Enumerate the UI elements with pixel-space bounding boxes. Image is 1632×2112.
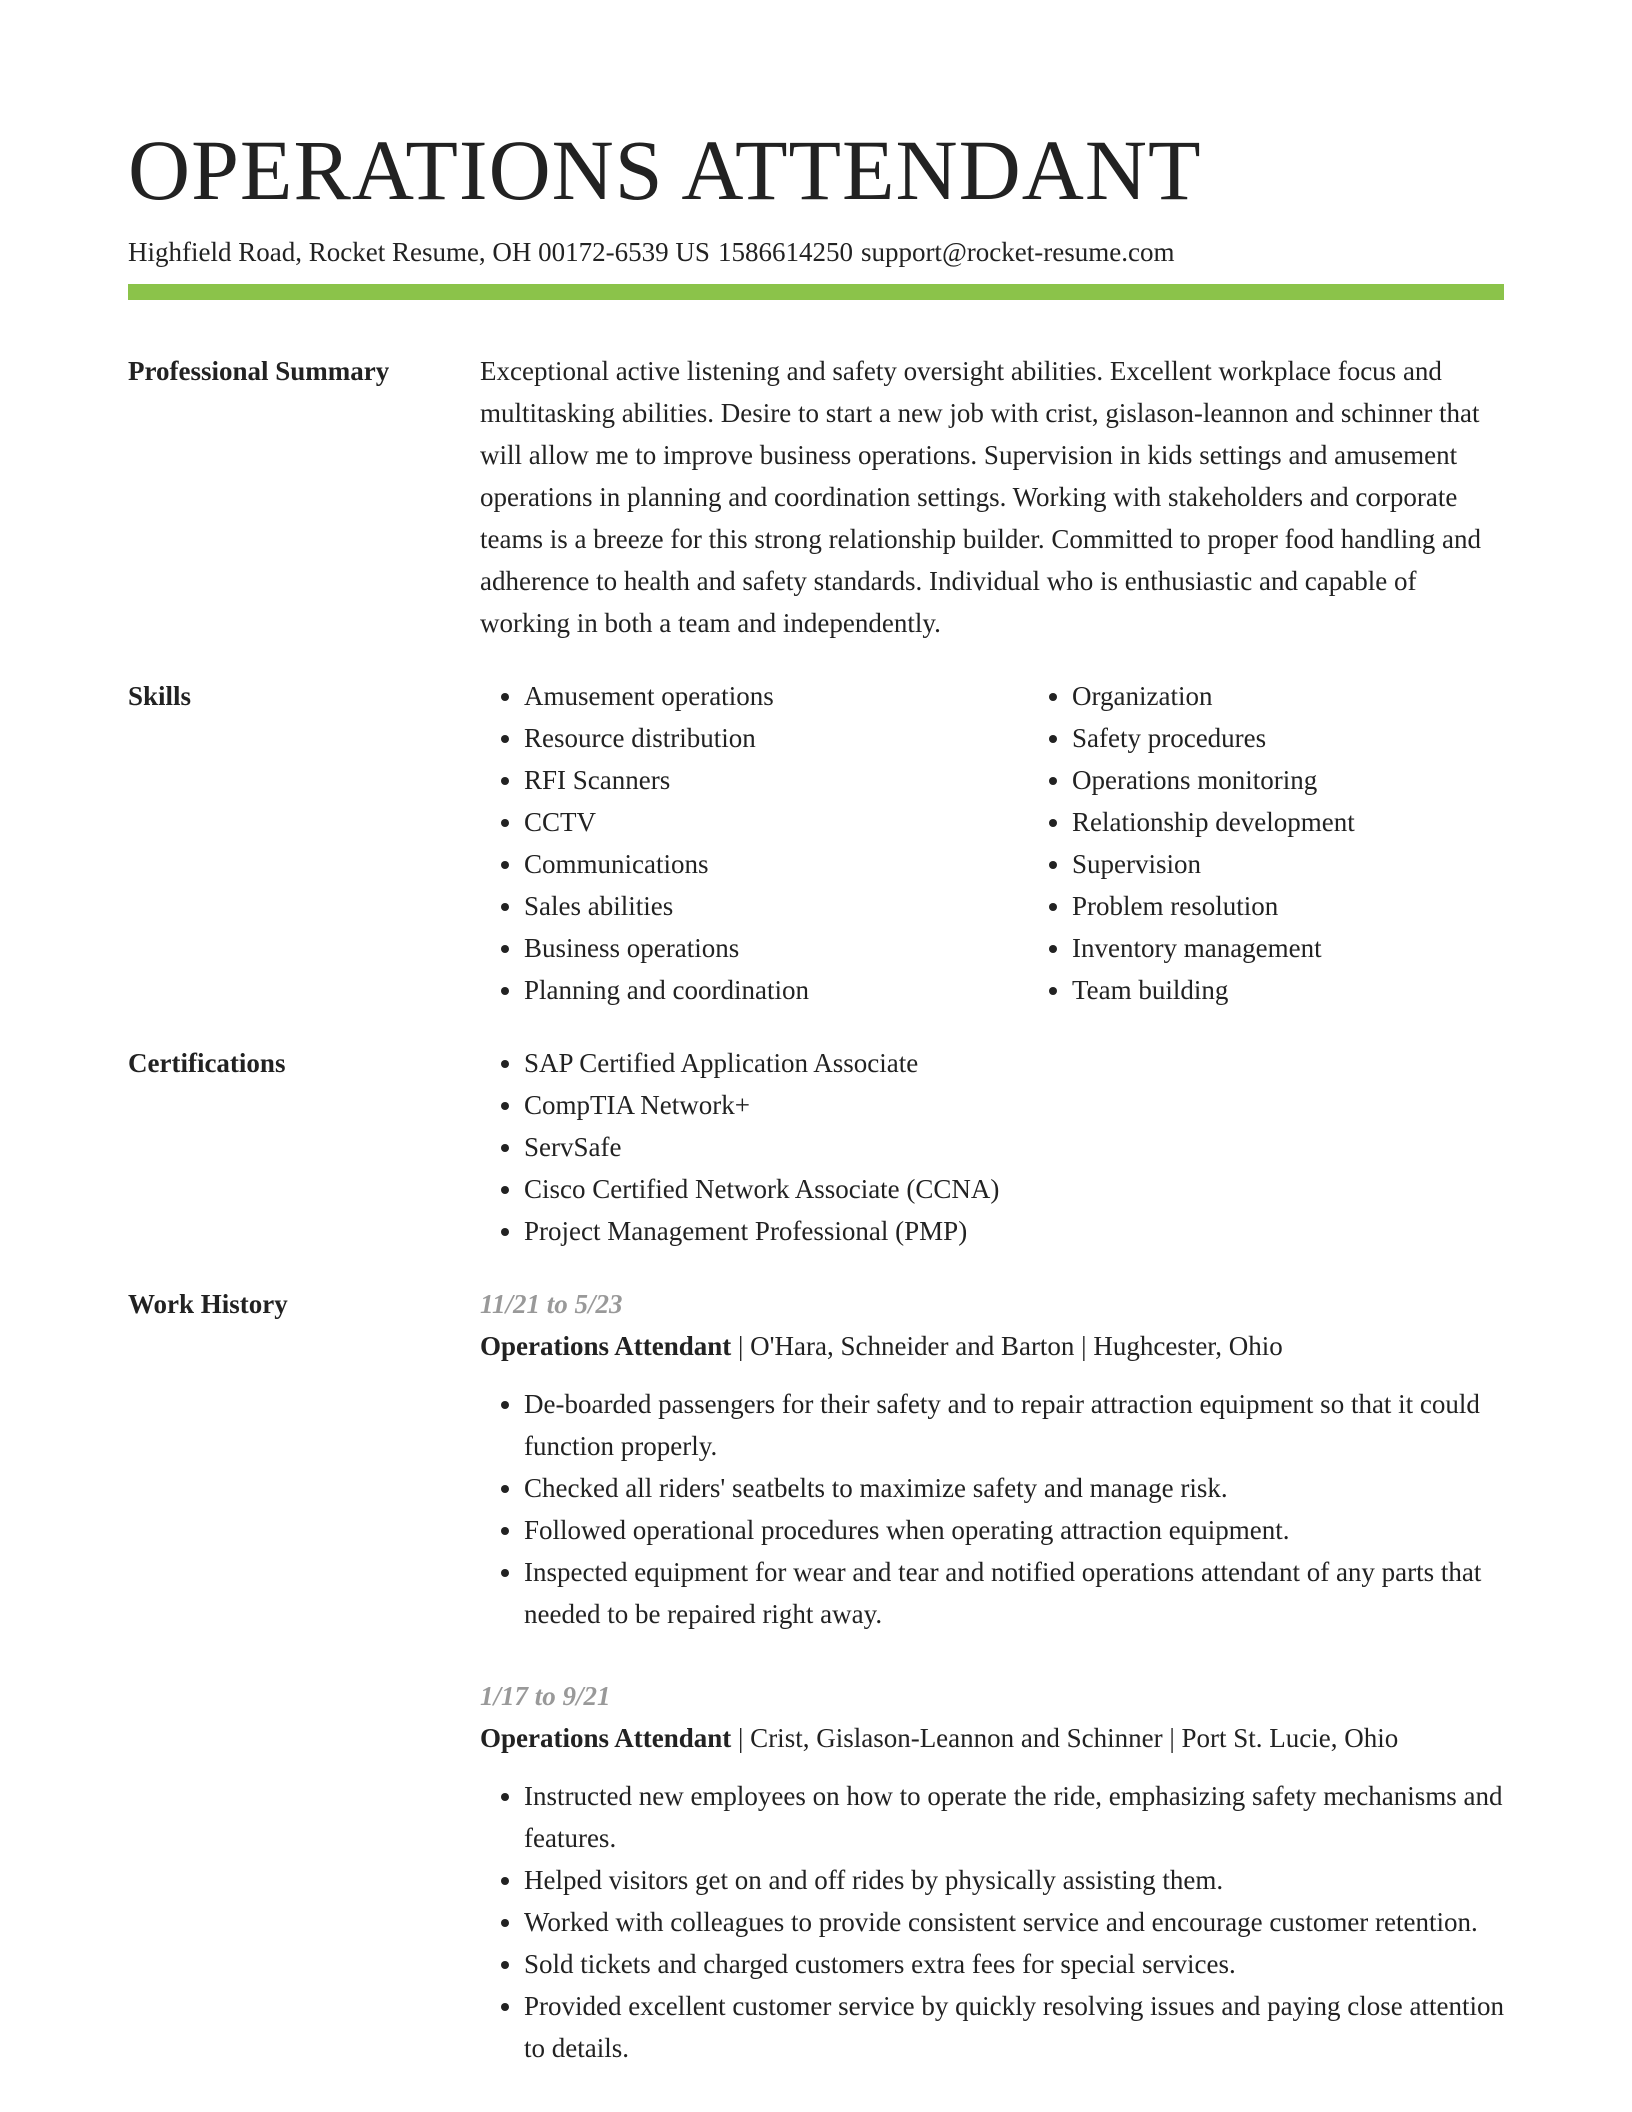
job-bullet: • Instructed new employees on how to operate the ride, emphasizing safety mechanisms and features. [524,1775,1504,1859]
skills-list-right [1028,675,1576,1011]
skill-item: • Supervision [1072,843,1576,885]
header-divider [128,284,1504,300]
summary-heading: Professional Summary [128,356,390,386]
job-bullet: • Inspected equipment for wear and tear and notified operations attendant of any parts that needed to be repaired right away. [524,1551,1504,1635]
certifications-section [128,1042,1504,1252]
job-bullets [480,1383,1504,1635]
job-dates: 1/17 to 9/21 [480,1681,611,1711]
job-bullet: • Provided excellent customer service by quickly resolving issues and paying close attention to details. [524,1985,1504,2069]
skill-item: • Operations monitoring [1072,759,1576,801]
skills-section [128,675,1504,1011]
work-history-body [480,1283,1504,2069]
skill-item: • CCTV [524,801,1028,843]
certification-item: • SAP Certified Application Associate [524,1042,1504,1084]
job-entry [480,1283,1504,1635]
job-title: Operations Attendant [480,1331,732,1361]
skills-list-left [480,675,1028,1011]
certification-item: • CompTIA Network+ [524,1084,1504,1126]
skill-item: • Sales abilities [524,885,1028,927]
job-bullet: • Helped visitors get on and off rides by physically assisting them. [524,1859,1504,1901]
summary-body [480,350,1504,644]
skill-item: • Planning and coordination [524,969,1028,1011]
job-bullets [480,1775,1504,2069]
skill-item: • Organization [1072,675,1576,717]
job-title: Operations Attendant [480,1723,732,1753]
job-dates: 11/21 to 5/23 [480,1289,623,1319]
skill-item: • Team building [1072,969,1576,1011]
contact-address: Highfield Road, Rocket Resume, OH 00172-6539 US [128,237,710,267]
job-employer-location: | O'Hara, Schneider and Barton | Hughcester, Ohio [731,1331,1283,1361]
certification-item: • Cisco Certified Network Associate (CCNA) [524,1168,1504,1210]
job-bullet: • Checked all riders' seatbelts to maximize safety and manage risk. [524,1467,1504,1509]
contact-line [128,234,1504,270]
skill-item: • Relationship development [1072,801,1576,843]
job-heading [480,1325,1504,1367]
summary-text: Exceptional active listening and safety oversight abilities. Excellent workplace focus and multitasking abilities. Desire to start a new job with crist, gislason-leannon and schinner that will allow me to improve business operations. Supervision in kids settings and amusement operations in planning and coordination settings. Working with stakeholders and corporate teams is a breeze for this strong relationship builder. Committed to proper food handling and adherence to health and safety standards. Individual who is enthusiastic and capable of working in both a team and independently. [480,356,1482,638]
certification-item: • ServSafe [524,1126,1504,1168]
skill-item: • Communications [524,843,1028,885]
certifications-body [480,1042,1504,1252]
job-heading [480,1717,1504,1759]
skill-item: • Inventory management [1072,927,1576,969]
certifications-list [480,1042,1504,1252]
summary-section [128,350,1504,644]
candidate-name: OPERATIONS ATTENDANT [128,122,1202,218]
work-history-section [128,1283,1504,2069]
skill-item: • RFI Scanners [524,759,1028,801]
job-entry [480,1675,1504,2069]
skill-item: • Amusement operations [524,675,1028,717]
contact-phone: 1586614250 [717,237,853,267]
job-bullet: • Worked with colleagues to provide consistent service and encourage customer retention. [524,1901,1504,1943]
skills-columns [480,675,1576,1011]
skill-item: • Business operations [524,927,1028,969]
job-bullet: • De-boarded passengers for their safety and to repair attraction equipment so that it could function properly. [524,1383,1504,1467]
certifications-heading: Certifications [128,1048,286,1078]
skill-item: • Problem resolution [1072,885,1576,927]
work-history-heading: Work History [128,1289,288,1319]
skill-item: • Safety procedures [1072,717,1576,759]
job-bullet: • Followed operational procedures when operating attraction equipment. [524,1509,1504,1551]
resume-page [128,0,1504,2069]
certification-item: • Project Management Professional (PMP) [524,1210,1504,1252]
job-bullet: • Sold tickets and charged customers extra fees for special services. [524,1943,1504,1985]
job-employer-location: | Crist, Gislason-Leannon and Schinner | Port St. Lucie, Ohio [731,1723,1399,1753]
skills-heading: Skills [128,681,192,711]
contact-email: support@rocket-resume.com [860,237,1175,267]
skills-body [480,675,1576,1011]
skill-item: • Resource distribution [524,717,1028,759]
